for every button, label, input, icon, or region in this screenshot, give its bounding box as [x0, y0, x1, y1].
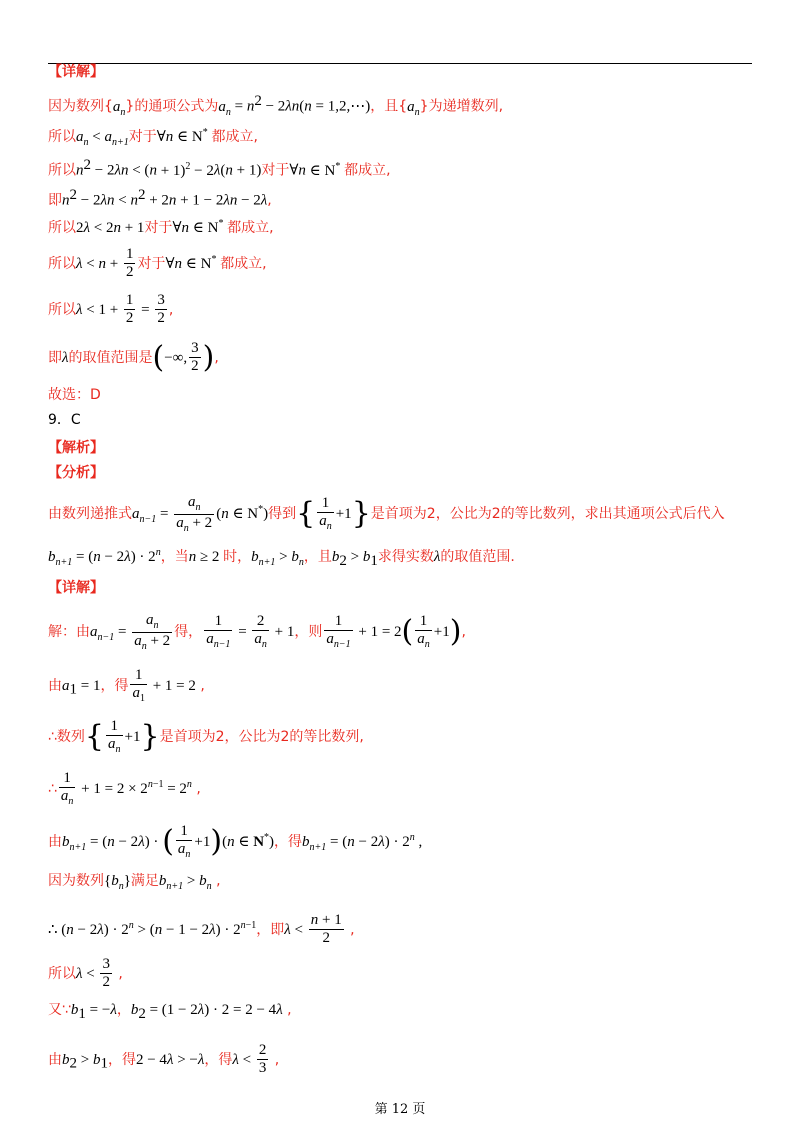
line-16: ∴ $\frac{1}{a_n}$ + $1 = 2 \times 2^{n-1} = 2^n$ , [48, 770, 201, 808]
line-5: 所以2λ < 2n + 1对于∀n ∈ N* 都成立, [48, 218, 274, 236]
line-8: 即λ的取值范围是(−∞, $\frac{3}{2}$ ), [48, 339, 219, 375]
line-21: 又$\because b_1 = -\lambda$，$b_2 = (1 - 2\lambda) \cdot 2 = 2 - 4\lambda$ , [48, 1002, 292, 1022]
line-17: 由$b_{n+1} = (n - 2\lambda)$ · ( $\frac{1}{a_n}$ +1)(n ∈ N*)，得$b_{n+1} = (n - 2\lambda) \cdot 2^n$ , [48, 823, 423, 861]
line-6: 所以λ < n + $\frac{1}{2}$ 对于∀n ∈ N* 都成立, [48, 246, 267, 281]
header-rule [48, 63, 752, 64]
question-9-answer: 9．C [48, 412, 81, 428]
line-7: 所以λ < 1 + $\frac{1}{2}$ = $\frac{3}{2}$ , [48, 292, 174, 327]
line-3: 所以$n^2 - 2\lambda n < (n + 1)^2 - 2\lambda(n + 1)$对于∀n ∈ N* 都成立, [48, 157, 391, 179]
line-11: 由数列递推式$a_{n-1}$ = $\frac{a_n}{a_n + 2}$ (n ∈ N*)得到{ $\frac{1}{a_n}$ +1}是首项为2，公比为2的等比数列，求出其通项公式后代入 [48, 494, 725, 534]
line-19: ∴ $(n - 2\lambda) \cdot 2^n > (n - 1 - 2\lambda) \cdot 2^{n-1}$，即λ < $\frac{n + 1}{2}$ , [48, 912, 355, 947]
line-13: 解：由$a_{n-1}$ = $\frac{a_n}{a_n + 2}$ 得， $\frac{1}{a_{n-1}}$ = $\frac{2}{a_n}$ + 1，则 $\frac{1}{a_{n-1}}$ + 1 = 2( $\frac{1}{a_n}$ +1), [48, 612, 466, 652]
answer-line: 故选：D [48, 387, 101, 403]
line-12: $b_{n+1} = (n - 2\lambda) \cdot 2^n$，当n ≥ 2 时，$b_{n+1} > b_n$，且$b_2 > b_1$求得实数λ的取值范围. [48, 547, 515, 569]
fenxi-tag: 【分析】 [48, 465, 104, 481]
line-4: 即$n^2 - 2\lambda n < n^2 + 2n + 1 - 2\lambda n - 2\lambda$, [48, 187, 272, 209]
analysis-tag: 【解析】 [48, 440, 104, 456]
line-14: 由$a_1 = 1$，得 $\frac{1}{a_1}$ + 1 = 2 , [48, 667, 205, 705]
page-number: 第 12 页 [374, 1102, 426, 1117]
line-15: ∴数列{ $\frac{1}{a_n}$ +1}是首项为2，公比为2的等比数列, [48, 718, 364, 756]
line-1: 因为数列$\{a_n\}$的通项公式为$a_n = n^2 - 2\lambda n(n$ = 1,2,⋯)，且$\{a_n\}$为递增数列, [48, 93, 504, 118]
detail-tag-1: 【详解】 [48, 64, 104, 80]
line-2: 所以$a_n < a_{n+1}$对于∀n ∈ N* 都成立, [48, 127, 258, 148]
line-20: 所以λ < $\frac{3}{2}$ , [48, 956, 123, 991]
line-22: 由$b_2 > b_1$，得2 − 4λ > −λ，得λ < $\frac{2}{3}$ , [48, 1042, 280, 1077]
detail-tag-2: 【详解】 [48, 580, 104, 596]
line-18: 因为数列$\{b_n\}$满足$b_{n+1} > b_n$ , [48, 873, 221, 892]
